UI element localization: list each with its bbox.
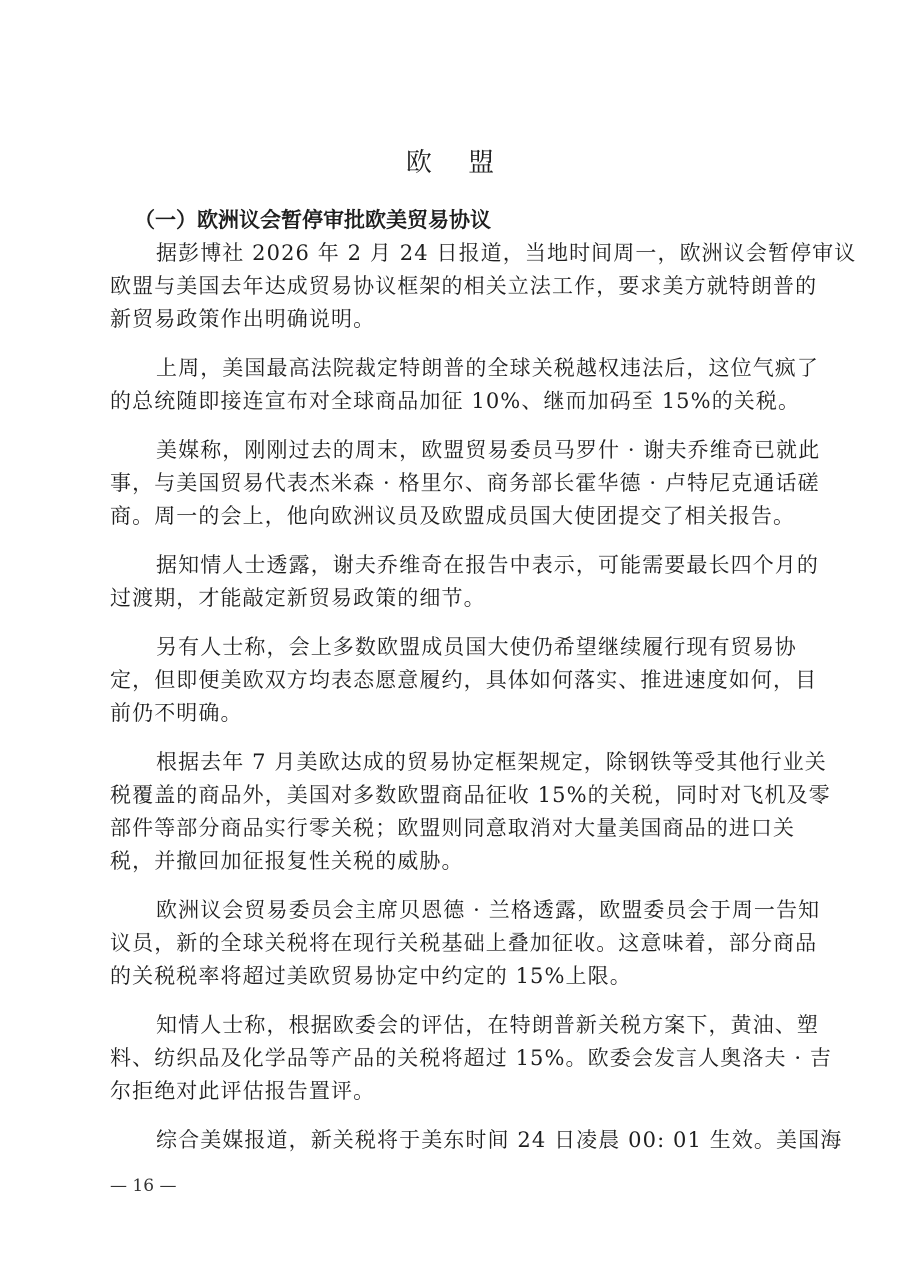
paragraph-line: 料、纺织品及化学品等产品的关税将超过 15%。欧委会发言人奥洛夫 · 吉 <box>110 1046 832 1070</box>
paragraph-line: 另有人士称，会上多数欧盟成员国大使仍希望继续履行现有贸易协 <box>156 635 797 659</box>
page-title: 欧 盟 <box>405 148 509 178</box>
paragraph-line: 商。周一的会上，他向欧洲议员及欧盟成员国大使团提交了相关报告。 <box>110 504 796 528</box>
paragraph-line: 欧盟与美国去年达成贸易协议框架的相关立法工作，要求美方就特朗普的 <box>110 274 818 298</box>
paragraph-line: 新贸易政策作出明确说明。 <box>110 307 376 331</box>
paragraph-line: 事，与美国贸易代表杰米森 · 格里尔、商务部长霍华德 · 卢特尼克通话磋 <box>110 471 820 495</box>
paragraph-line: 美媒称，刚刚过去的周末，欧盟贸易委员马罗什 · 谢夫乔维奇已就此 <box>156 438 821 462</box>
paragraph-line: 综合美媒报道，新关税将于美东时间 24 日凌晨 00: 01 生效。美国海 <box>156 1128 843 1152</box>
section-heading: （一）欧洲议会暂停审批欧美贸易协议 <box>134 207 491 232</box>
paragraph-line: 前仍不明确。 <box>110 701 243 725</box>
paragraph-line: 据彭博社 2026 年 2 月 24 日报道，当地时间周一，欧洲议会暂停审议 <box>156 241 857 265</box>
paragraph-line: 据知情人士透露，谢夫乔维奇在报告中表示，可能需要最长四个月的 <box>156 553 819 577</box>
paragraph-line: 税覆盖的商品外，美国对多数欧盟商品征收 15%的关税，同时对飞机及零 <box>110 783 831 807</box>
paragraph-line: 根据去年 7 月美欧达成的贸易协定框架规定，除钢铁等受其他行业关 <box>156 750 827 774</box>
paragraph-line: 议员，新的全球关税将在现行关税基础上叠加征收。这意味着，部分商品 <box>110 931 818 955</box>
paragraph-line: 税，并撤回加征报复性关税的威胁。 <box>110 849 464 873</box>
paragraph-line: 上周，美国最高法院裁定特朗普的全球关税越权违法后，这位气疯了 <box>156 356 819 380</box>
paragraph-line: 的总统随即接连宣布对全球商品加征 10%、继而加码至 15%的关税。 <box>110 389 801 413</box>
paragraph-line: 过渡期，才能敲定新贸易政策的细节。 <box>110 586 486 610</box>
paragraph-line: 欧洲议会贸易委员会主席贝恩德 · 兰格透露，欧盟委员会于周一告知 <box>156 898 821 922</box>
page-number: — 16 — <box>110 1176 177 1196</box>
paragraph-line: 部件等部分商品实行零关税；欧盟则同意取消对大量美国商品的进口关 <box>110 816 796 840</box>
paragraph-line: 尔拒绝对此评估报告置评。 <box>110 1079 376 1103</box>
paragraph-line: 定，但即便美欧双方均表态愿意履约，具体如何落实、推进速度如何，目 <box>110 668 818 692</box>
paragraph-line: 知情人士称，根据欧委会的评估，在特朗普新关税方案下，黄油、塑 <box>156 1013 819 1037</box>
paragraph-line: 的关税税率将超过美欧贸易协定中约定的 15%上限。 <box>110 964 632 988</box>
